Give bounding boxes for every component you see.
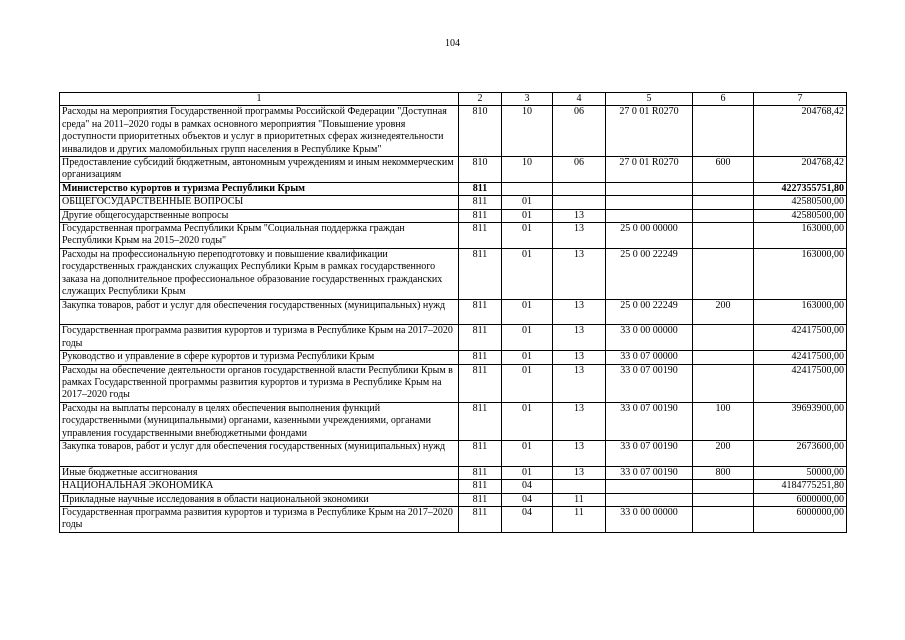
section-code-cell: 04	[502, 506, 553, 532]
subsection-code-cell	[553, 182, 606, 195]
table-row	[60, 364, 847, 402]
amount-cell: 50000,00	[754, 466, 847, 479]
section-code-cell	[502, 182, 553, 195]
section-code-cell: 04	[502, 480, 553, 493]
amount-cell: 4184775251,80	[754, 480, 847, 493]
row-name-cell: Прикладные научные исследования в области национальной экономики	[60, 493, 459, 506]
row-name-cell: ОБЩЕГОСУДАРСТВЕННЫЕ ВОПРОСЫ	[60, 196, 459, 209]
ministry-code-cell: 810	[459, 106, 502, 157]
ministry-code-cell: 810	[459, 157, 502, 183]
expense-type-code-cell: 800	[693, 466, 754, 479]
subsection-code-cell: 13	[553, 209, 606, 222]
row-name-cell: Расходы на мероприятия Государственной программы Российской Федерации "Доступная среда" на 2011–2020 годы в рамках основного мероприятия "Повышение уровня доступности приоритетных объектов и услуг в приоритетных сферах жизнедеятельности инвалидов и других маломобильных групп населения в Республике Крым"	[60, 106, 459, 157]
amount-cell: 2673600,00	[754, 440, 847, 466]
page-number: 104	[445, 38, 460, 49]
subsection-code-cell: 13	[553, 223, 606, 249]
budget-table	[59, 92, 847, 533]
row-name-cell: Государственная программа развития курортов и туризма в Республике Крым на 2017–2020 годы	[60, 506, 459, 532]
section-code-cell: 01	[502, 466, 553, 479]
target-article-code-cell: 33 0 00 00000	[606, 506, 693, 532]
ministry-code-cell: 811	[459, 299, 502, 325]
subsection-code-cell: 13	[553, 402, 606, 440]
header-cell: 4	[553, 93, 606, 106]
table-row	[60, 299, 847, 325]
ministry-code-cell: 811	[459, 351, 502, 364]
target-article-code-cell: 33 0 07 00000	[606, 351, 693, 364]
ministry-code-cell: 811	[459, 223, 502, 249]
amount-cell: 39693900,00	[754, 402, 847, 440]
section-code-cell: 04	[502, 493, 553, 506]
amount-cell: 204768,42	[754, 106, 847, 157]
expense-type-code-cell	[693, 364, 754, 402]
expense-type-code-cell: 200	[693, 440, 754, 466]
target-article-code-cell	[606, 196, 693, 209]
expense-type-code-cell	[693, 480, 754, 493]
amount-cell: 42417500,00	[754, 325, 847, 351]
amount-cell: 42417500,00	[754, 364, 847, 402]
amount-cell: 42580500,00	[754, 196, 847, 209]
amount-cell: 4227355751,80	[754, 182, 847, 195]
amount-cell: 163000,00	[754, 248, 847, 299]
row-name-cell: Предоставление субсидий бюджетным, автономным учреждениям и иным некоммерческим организациям	[60, 157, 459, 183]
expense-type-code-cell	[693, 248, 754, 299]
row-name-cell: Закупка товаров, работ и услуг для обеспечения государственных (муниципальных) нужд	[60, 299, 459, 325]
expense-type-code-cell: 600	[693, 157, 754, 183]
ministry-code-cell: 811	[459, 182, 502, 195]
ministry-code-cell: 811	[459, 506, 502, 532]
expense-type-code-cell: 200	[693, 299, 754, 325]
table-row	[60, 196, 847, 209]
target-article-code-cell	[606, 493, 693, 506]
amount-cell: 163000,00	[754, 299, 847, 325]
ministry-code-cell: 811	[459, 196, 502, 209]
amount-cell: 163000,00	[754, 223, 847, 249]
section-code-cell: 01	[502, 209, 553, 222]
table-row	[60, 506, 847, 532]
subsection-code-cell: 13	[553, 364, 606, 402]
subsection-code-cell: 13	[553, 299, 606, 325]
table-row	[60, 325, 847, 351]
target-article-code-cell: 25 0 00 00000	[606, 223, 693, 249]
section-code-cell: 01	[502, 364, 553, 402]
expense-type-code-cell	[693, 493, 754, 506]
header-cell: 5	[606, 93, 693, 106]
header-cell: 6	[693, 93, 754, 106]
target-article-code-cell	[606, 182, 693, 195]
table-row	[60, 351, 847, 364]
section-code-cell: 10	[502, 157, 553, 183]
subsection-code-cell: 13	[553, 466, 606, 479]
row-name-cell: Руководство и управление в сфере курортов и туризма Республики Крым	[60, 351, 459, 364]
target-article-code-cell	[606, 480, 693, 493]
table-row	[60, 493, 847, 506]
target-article-code-cell: 33 0 07 00190	[606, 364, 693, 402]
table-body	[60, 93, 847, 533]
target-article-code-cell	[606, 209, 693, 222]
expense-type-code-cell	[693, 106, 754, 157]
section-code-cell: 01	[502, 196, 553, 209]
subsection-code-cell	[553, 480, 606, 493]
section-code-cell: 01	[502, 299, 553, 325]
subsection-code-cell: 13	[553, 325, 606, 351]
ministry-code-cell: 811	[459, 480, 502, 493]
target-article-code-cell: 27 0 01 R0270	[606, 157, 693, 183]
subsection-code-cell	[553, 196, 606, 209]
table-row	[60, 106, 847, 157]
table-row	[60, 157, 847, 183]
subsection-code-cell: 06	[553, 106, 606, 157]
table-row	[60, 402, 847, 440]
header-cell: 3	[502, 93, 553, 106]
subsection-code-cell: 11	[553, 493, 606, 506]
header-cell: 1	[60, 93, 459, 106]
expense-type-code-cell	[693, 351, 754, 364]
header-cell: 7	[754, 93, 847, 106]
expense-type-code-cell	[693, 223, 754, 249]
table-row	[60, 209, 847, 222]
ministry-code-cell: 811	[459, 209, 502, 222]
table-row	[60, 223, 847, 249]
row-name-cell: Расходы на обеспечение деятельности органов государственной власти Республики Крым в рамках Государственной программы развития курортов и туризма в Республике Крым на 2017–2020 годы	[60, 364, 459, 402]
amount-cell: 6000000,00	[754, 506, 847, 532]
section-code-cell: 01	[502, 223, 553, 249]
amount-cell: 42580500,00	[754, 209, 847, 222]
ministry-code-cell: 811	[459, 466, 502, 479]
row-name-cell: Расходы на профессиональную переподготовку и повышение квалификации государственных гражданских служащих Республики Крым в рамках государственного заказа на дополнительное профессиональное образование государственных гражданских служащих Республики Крым	[60, 248, 459, 299]
row-name-cell: Государственная программа развития курортов и туризма в Республике Крым на 2017–2020 годы	[60, 325, 459, 351]
target-article-code-cell: 25 0 00 22249	[606, 299, 693, 325]
subsection-code-cell: 13	[553, 248, 606, 299]
ministry-code-cell: 811	[459, 248, 502, 299]
row-name-cell: Другие общегосударственные вопросы	[60, 209, 459, 222]
table-header-row	[60, 93, 847, 106]
amount-cell: 204768,42	[754, 157, 847, 183]
row-name-cell: Государственная программа Республики Крым "Социальная поддержка граждан Республики Крым на 2015–2020 годы"	[60, 223, 459, 249]
ministry-code-cell: 811	[459, 325, 502, 351]
amount-cell: 42417500,00	[754, 351, 847, 364]
ministry-code-cell: 811	[459, 402, 502, 440]
expense-type-code-cell	[693, 325, 754, 351]
target-article-code-cell: 33 0 07 00190	[606, 402, 693, 440]
target-article-code-cell: 25 0 00 22249	[606, 248, 693, 299]
header-cell: 2	[459, 93, 502, 106]
row-name-cell: Иные бюджетные ассигнования	[60, 466, 459, 479]
expense-type-code-cell	[693, 209, 754, 222]
target-article-code-cell: 33 0 07 00190	[606, 466, 693, 479]
ministry-code-cell: 811	[459, 440, 502, 466]
ministry-code-cell: 811	[459, 364, 502, 402]
row-name-cell: Расходы на выплаты персоналу в целях обеспечения выполнения функций государственными (муниципальными) органами, казенными учреждениями, органами управления государственными внебюджетными фондами	[60, 402, 459, 440]
table-row	[60, 440, 847, 466]
section-code-cell: 01	[502, 440, 553, 466]
expense-type-code-cell: 100	[693, 402, 754, 440]
expense-type-code-cell	[693, 196, 754, 209]
expense-type-code-cell	[693, 506, 754, 532]
section-code-cell: 01	[502, 248, 553, 299]
table-row	[60, 466, 847, 479]
subsection-code-cell: 06	[553, 157, 606, 183]
subsection-code-cell: 13	[553, 351, 606, 364]
section-code-cell: 01	[502, 351, 553, 364]
table-row	[60, 248, 847, 299]
subsection-code-cell: 11	[553, 506, 606, 532]
expense-type-code-cell	[693, 182, 754, 195]
row-name-cell: Закупка товаров, работ и услуг для обеспечения государственных (муниципальных) нужд	[60, 440, 459, 466]
section-code-cell: 01	[502, 402, 553, 440]
row-name-cell: Министерство курортов и туризма Республики Крым	[60, 182, 459, 195]
table-row	[60, 480, 847, 493]
ministry-code-cell: 811	[459, 493, 502, 506]
table-row	[60, 182, 847, 195]
target-article-code-cell: 33 0 00 00000	[606, 325, 693, 351]
amount-cell: 6000000,00	[754, 493, 847, 506]
section-code-cell: 10	[502, 106, 553, 157]
row-name-cell: НАЦИОНАЛЬНАЯ ЭКОНОМИКА	[60, 480, 459, 493]
target-article-code-cell: 33 0 07 00190	[606, 440, 693, 466]
target-article-code-cell: 27 0 01 R0270	[606, 106, 693, 157]
subsection-code-cell: 13	[553, 440, 606, 466]
section-code-cell: 01	[502, 325, 553, 351]
